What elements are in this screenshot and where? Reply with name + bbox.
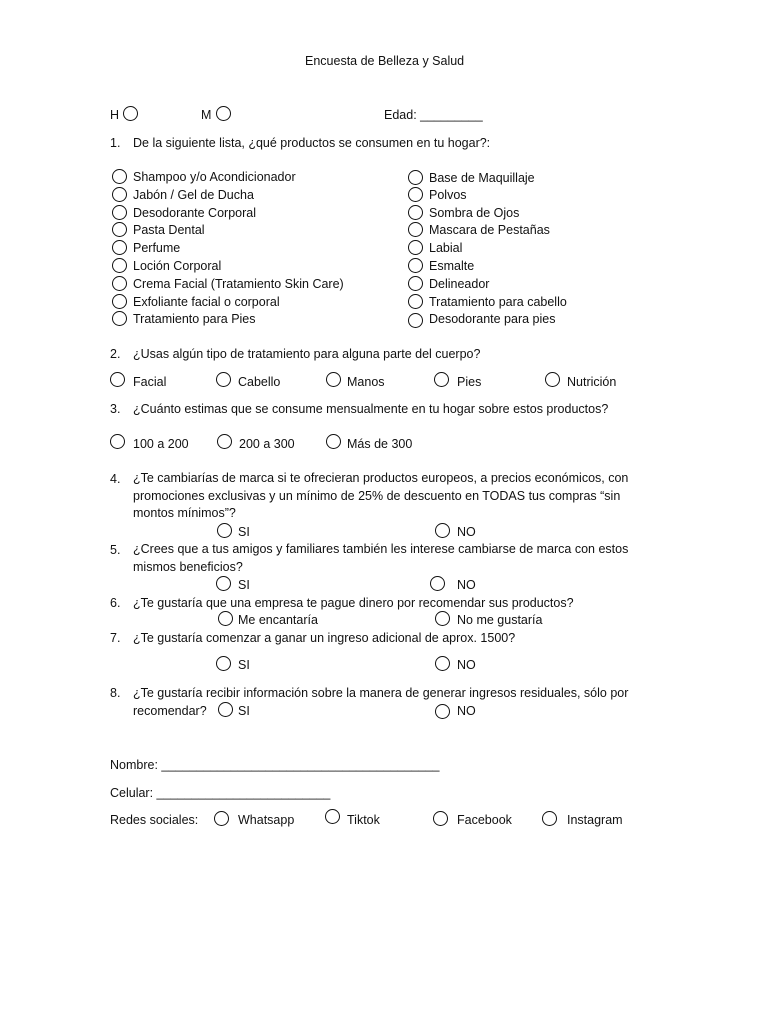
question-6-number: 6. [110,596,121,610]
q7-option-radio[interactable] [216,656,231,671]
edad-field[interactable]: Edad: _________ [384,108,483,122]
gender-m-radio[interactable] [216,106,231,121]
q8-option-label: SI [238,704,250,718]
q2-option-label: Facial [133,375,167,389]
question-4-number: 4. [110,472,121,486]
question-8-number: 8. [110,686,121,700]
q1-left-label: Jabón / Gel de Ducha [133,188,254,202]
q5-option-radio[interactable] [430,576,445,591]
q3-option-label: 200 a 300 [239,437,295,451]
q2-option-label: Cabello [238,375,281,389]
q1-left-radio[interactable] [112,205,127,220]
gender-h-label: H [110,108,120,122]
q7-option-label: SI [238,658,250,672]
q1-right-radio[interactable] [408,170,423,185]
q1-left-label: Pasta Dental [133,223,205,237]
q1-left-radio[interactable] [112,311,127,326]
question-8-text-line1: ¿Te gustaría recibir información sobre la manera de generar ingresos residuales, sólo por [133,686,629,700]
question-1-number: 1. [110,136,121,150]
question-8-text-line2: recomendar? [133,704,207,718]
q2-option-radio[interactable] [434,372,449,387]
q1-right-radio[interactable] [408,240,423,255]
q1-left-radio[interactable] [112,294,127,309]
q6-option-label: No me gustaría [457,613,543,627]
q5-option-radio[interactable] [216,576,231,591]
q1-right-radio[interactable] [408,294,423,309]
question-2-text: ¿Usas algún tipo de tratamiento para alguna parte del cuerpo? [133,347,481,361]
q4-option-radio[interactable] [217,523,232,538]
q2-option-radio[interactable] [110,372,125,387]
facebook-radio[interactable] [433,811,448,826]
question-1-text: De la siguiente lista, ¿qué productos se consumen en tu hogar?: [133,136,491,150]
tiktok-radio[interactable] [325,809,340,824]
q1-left-label: Desodorante Corporal [133,206,256,220]
gender-h-radio[interactable] [123,106,138,121]
question-3-text: ¿Cuánto estimas que se consume mensualmente en tu hogar sobre estos productos? [133,402,609,416]
tiktok-label: Tiktok [347,813,380,827]
q6-option-radio[interactable] [435,611,450,626]
q5-option-label: NO [457,578,476,592]
q1-right-radio[interactable] [408,222,423,237]
q2-option-radio[interactable] [326,372,341,387]
q1-right-label: Labial [429,241,463,255]
facebook-label: Facebook [457,813,512,827]
q1-left-label: Loción Corporal [133,259,222,273]
q1-right-label: Mascara de Pestañas [429,223,550,237]
q1-right-label: Polvos [429,188,467,202]
q1-right-label: Tratamiento para cabello [429,295,567,309]
q7-option-label: NO [457,658,476,672]
q4-option-radio[interactable] [435,523,450,538]
q1-left-label: Tratamiento para Pies [133,312,256,326]
q1-right-label: Sombra de Ojos [429,206,520,220]
q1-left-label: Shampoo y/o Acondicionador [133,170,296,184]
instagram-radio[interactable] [542,811,557,826]
q1-left-radio[interactable] [112,276,127,291]
q8-option-label: NO [457,704,476,718]
whatsapp-radio[interactable] [214,811,229,826]
q1-right-label: Esmalte [429,259,475,273]
q1-left-radio[interactable] [112,187,127,202]
q2-option-label: Nutrición [567,375,617,389]
q7-option-radio[interactable] [435,656,450,671]
q1-right-label: Delineador [429,277,490,291]
q8-option-radio[interactable] [218,702,233,717]
question-5-number: 5. [110,543,121,557]
q1-left-radio[interactable] [112,240,127,255]
q1-right-radio[interactable] [408,313,423,328]
redes-sociales-label: Redes sociales: [110,813,199,827]
q5-option-label: SI [238,578,250,592]
q1-left-radio[interactable] [112,169,127,184]
q6-option-label: Me encantaría [238,613,318,627]
q1-right-radio[interactable] [408,276,423,291]
question-3-number: 3. [110,402,121,416]
q1-right-radio[interactable] [408,187,423,202]
q1-left-label: Crema Facial (Tratamiento Skin Care) [133,277,344,291]
q1-right-label: Base de Maquillaje [429,171,535,185]
q1-left-radio[interactable] [112,258,127,273]
q2-option-label: Manos [347,375,385,389]
question-7-number: 7. [110,631,121,645]
gender-m-label: M [201,108,212,122]
q3-option-label: 100 a 200 [133,437,189,451]
instagram-label: Instagram [567,813,623,827]
q3-option-radio[interactable] [110,434,125,449]
question-4-text: ¿Te cambiarías de marca si te ofrecieran productos europeos, a precios económicos, con promociones exclusivas y un mínimo de 25% de descuento en TODAS tus compras “sin montos mínimos”? [133,471,629,520]
q4-option-label: SI [238,525,250,539]
question-6-text: ¿Te gustaría que una empresa te pague dinero por recomendar sus productos? [133,596,574,610]
q1-left-label: Exfoliante facial o corporal [133,295,280,309]
question-7-text: ¿Te gustaría comenzar a ganar un ingreso adicional de aprox. 1500? [133,631,516,645]
question-2-number: 2. [110,347,121,361]
q1-right-label: Desodorante para pies [429,312,556,326]
question-5-text: ¿Crees que a tus amigos y familiares también les interese cambiarse de marca con estos mismos beneficios? [133,542,629,574]
q1-left-label: Perfume [133,241,181,255]
q1-right-radio[interactable] [408,205,423,220]
celular-field[interactable]: Celular: _________________________ [110,786,331,800]
q3-option-radio[interactable] [217,434,232,449]
q2-option-radio[interactable] [216,372,231,387]
q2-option-radio[interactable] [545,372,560,387]
q6-option-radio[interactable] [218,611,233,626]
q8-option-radio[interactable] [435,704,450,719]
q3-option-radio[interactable] [326,434,341,449]
q1-left-radio[interactable] [112,222,127,237]
q1-right-radio[interactable] [408,258,423,273]
whatsapp-label: Whatsapp [238,813,295,827]
nombre-field[interactable]: Nombre: ________________________________________ [110,758,440,772]
q4-option-label: NO [457,525,476,539]
page-title: Encuesta de Belleza y Salud [305,54,465,68]
q3-option-label: Más de 300 [347,437,413,451]
q2-option-label: Pies [457,375,482,389]
